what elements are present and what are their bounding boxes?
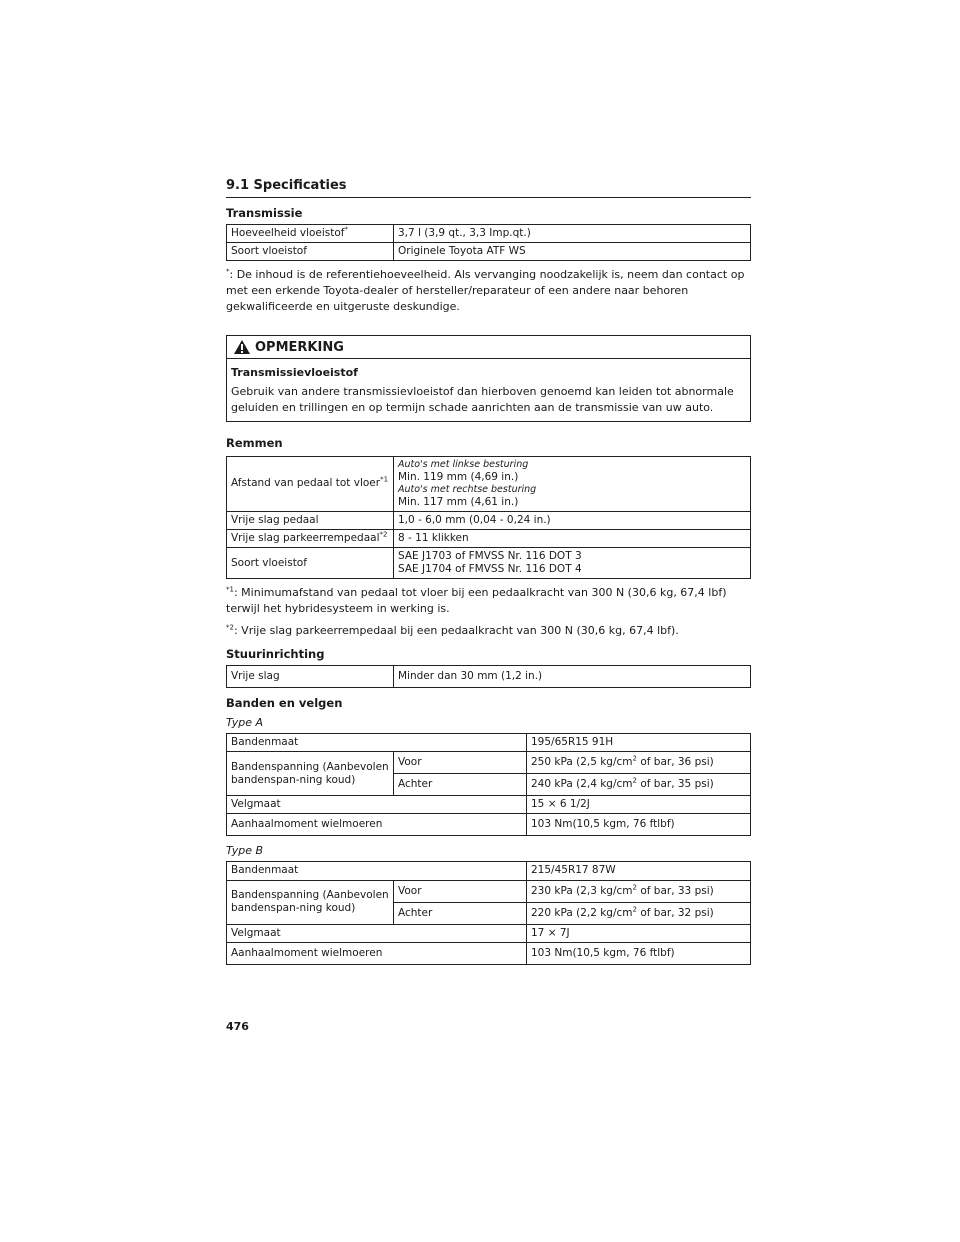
manual-page (226, 178, 751, 965)
remmen-footnote-1: $^{*1}$: Minimumafstand van pedaal tot vloer bij een pedaalkracht van 300 N (30,6 kg, 67,4 lbf) terwijl het hybridesysteem in werking is. (226, 585, 727, 616)
warning-title: OPMERKING (255, 339, 344, 355)
stuur-table (226, 665, 751, 688)
spec-label: Bandenmaat (227, 862, 527, 880)
warning-header (227, 336, 750, 359)
spec-value: 215/45R17 87W (527, 862, 751, 880)
warning-box (226, 335, 751, 422)
spec-value: 1,0 - 6,0 mm (0,04 - 0,24 in.) (394, 511, 751, 529)
spec-value: 103 Nm(10,5 kgm, 76 ftlbf) (527, 942, 751, 964)
warning-subtitle: Transmissievloeistof (231, 366, 358, 380)
spec-label: Bandenspanning (Aanbevolen bandenspan-ning koud) (227, 752, 394, 796)
spec-sublabel: Voor (394, 880, 527, 902)
spec-value: 240 kPa (2,4 $kg/cm^2$ of bar, 35 psi) (527, 774, 751, 796)
transmissie-footnote: *: De inhoud is de referentiehoeveelheid. Als vervanging noodzakelijk is, neem dan contact op met een erkende Toyota-dealer of hersteller/reparateur of een andere naar behoren gekwalificeerde en uitgeruste deskundige. (226, 267, 745, 314)
remmen-footnote-2: $^{*2}$: Vrije slag parkeerrempedaal bij een pedaalkracht van 300 N (30,6 kg, 67,4 lbf). (226, 623, 679, 638)
page-number: 476 (226, 1020, 249, 1033)
stuur-heading: Stuurinrichting (226, 647, 325, 662)
remmen-heading: Remmen (226, 435, 283, 450)
warning-body (227, 359, 750, 421)
transmissie-table (226, 224, 751, 261)
table-row (227, 924, 751, 942)
spec-value: 220 kPa (2,2 $kg/cm^2$ of bar, 32 psi) (527, 902, 751, 924)
table-row (227, 862, 751, 880)
spec-value: Minder dan 30 mm (1,2 in.) (394, 666, 751, 688)
spec-sublabel: Voor (394, 752, 527, 774)
spec-value: 230 kPa (2,3 $kg/cm^2$ of bar, 33 psi) (527, 880, 751, 902)
spec-value: 195/65R15 91H (527, 734, 751, 752)
spec-value: 250 kPa (2,5 $kg/cm^2$ of bar, 36 psi) (527, 752, 751, 774)
spec-value: Originele Toyota ATF WS (394, 243, 751, 261)
type-b-heading: Type B (226, 844, 264, 858)
spec-value: SAE J1703 of FMVSS Nr. 116 DOT 3 SAE J1704 of FMVSS Nr. 116 DOT 4 (394, 548, 751, 579)
remmen-table (226, 456, 751, 580)
warning-icon (233, 339, 251, 355)
spec-value: 103 Nm(10,5 kgm, 76 ftlbf) (527, 814, 751, 836)
type-b-table (226, 861, 751, 964)
table-row (227, 752, 751, 774)
table-row (227, 548, 751, 579)
spec-label: Vrije slag parkeerrempedaal$^{*2}$ (227, 530, 394, 548)
spec-label: Velgmaat (227, 796, 527, 814)
spec-label: Aanhaalmoment wielmoeren (227, 942, 527, 964)
banden-heading: Banden en velgen (226, 696, 343, 711)
table-row (227, 814, 751, 836)
spec-value: 3,7 l (3,9 qt., 3,3 Imp.qt.) (394, 225, 751, 243)
spec-value: 8 - 11 klikken (394, 530, 751, 548)
table-row (227, 225, 751, 243)
spec-value: 15 × 6 1/2J (527, 796, 751, 814)
table-row (227, 456, 751, 511)
table-row (227, 942, 751, 964)
section-title: 9.1 Specificaties (226, 178, 751, 198)
table-row (227, 243, 751, 261)
spec-label: Soort vloeistof (227, 548, 394, 579)
spec-sublabel: Achter (394, 902, 527, 924)
type-a-heading: Type A (226, 716, 264, 730)
spec-sublabel: Achter (394, 774, 527, 796)
spec-label: Vrije slag pedaal (227, 511, 394, 529)
table-row (227, 880, 751, 902)
spec-label: Vrije slag (227, 666, 394, 688)
table-row (227, 666, 751, 688)
transmissie-heading: Transmissie (226, 206, 303, 220)
spec-label: Velgmaat (227, 924, 527, 942)
spec-label: Afstand van pedaal tot vloer$^{*1}$ (227, 456, 394, 511)
table-row (227, 511, 751, 529)
spec-label: Bandenspanning (Aanbevolen bandenspan-ning koud) (227, 880, 394, 924)
table-row (227, 796, 751, 814)
spec-label: Aanhaalmoment wielmoeren (227, 814, 527, 836)
table-row (227, 734, 751, 752)
spec-label: Bandenmaat (227, 734, 527, 752)
table-row (227, 530, 751, 548)
spec-label: Hoeveelheid vloeistof* (227, 225, 394, 243)
spec-value: 17 × 7J (527, 924, 751, 942)
spec-value: Auto's met linkse besturing Min. 119 mm (4,69 in.) Auto's met rechtse besturing Min. 117 mm (4,61 in.) (394, 456, 751, 511)
spec-label: Soort vloeistof (227, 243, 394, 261)
warning-text: Gebruik van andere transmissievloeistof dan hierboven genoemd kan leiden tot abnormale geluiden en trillingen en op termijn schade aanrichten aan de transmissie van uw auto. (231, 385, 734, 414)
type-a-table (226, 733, 751, 836)
